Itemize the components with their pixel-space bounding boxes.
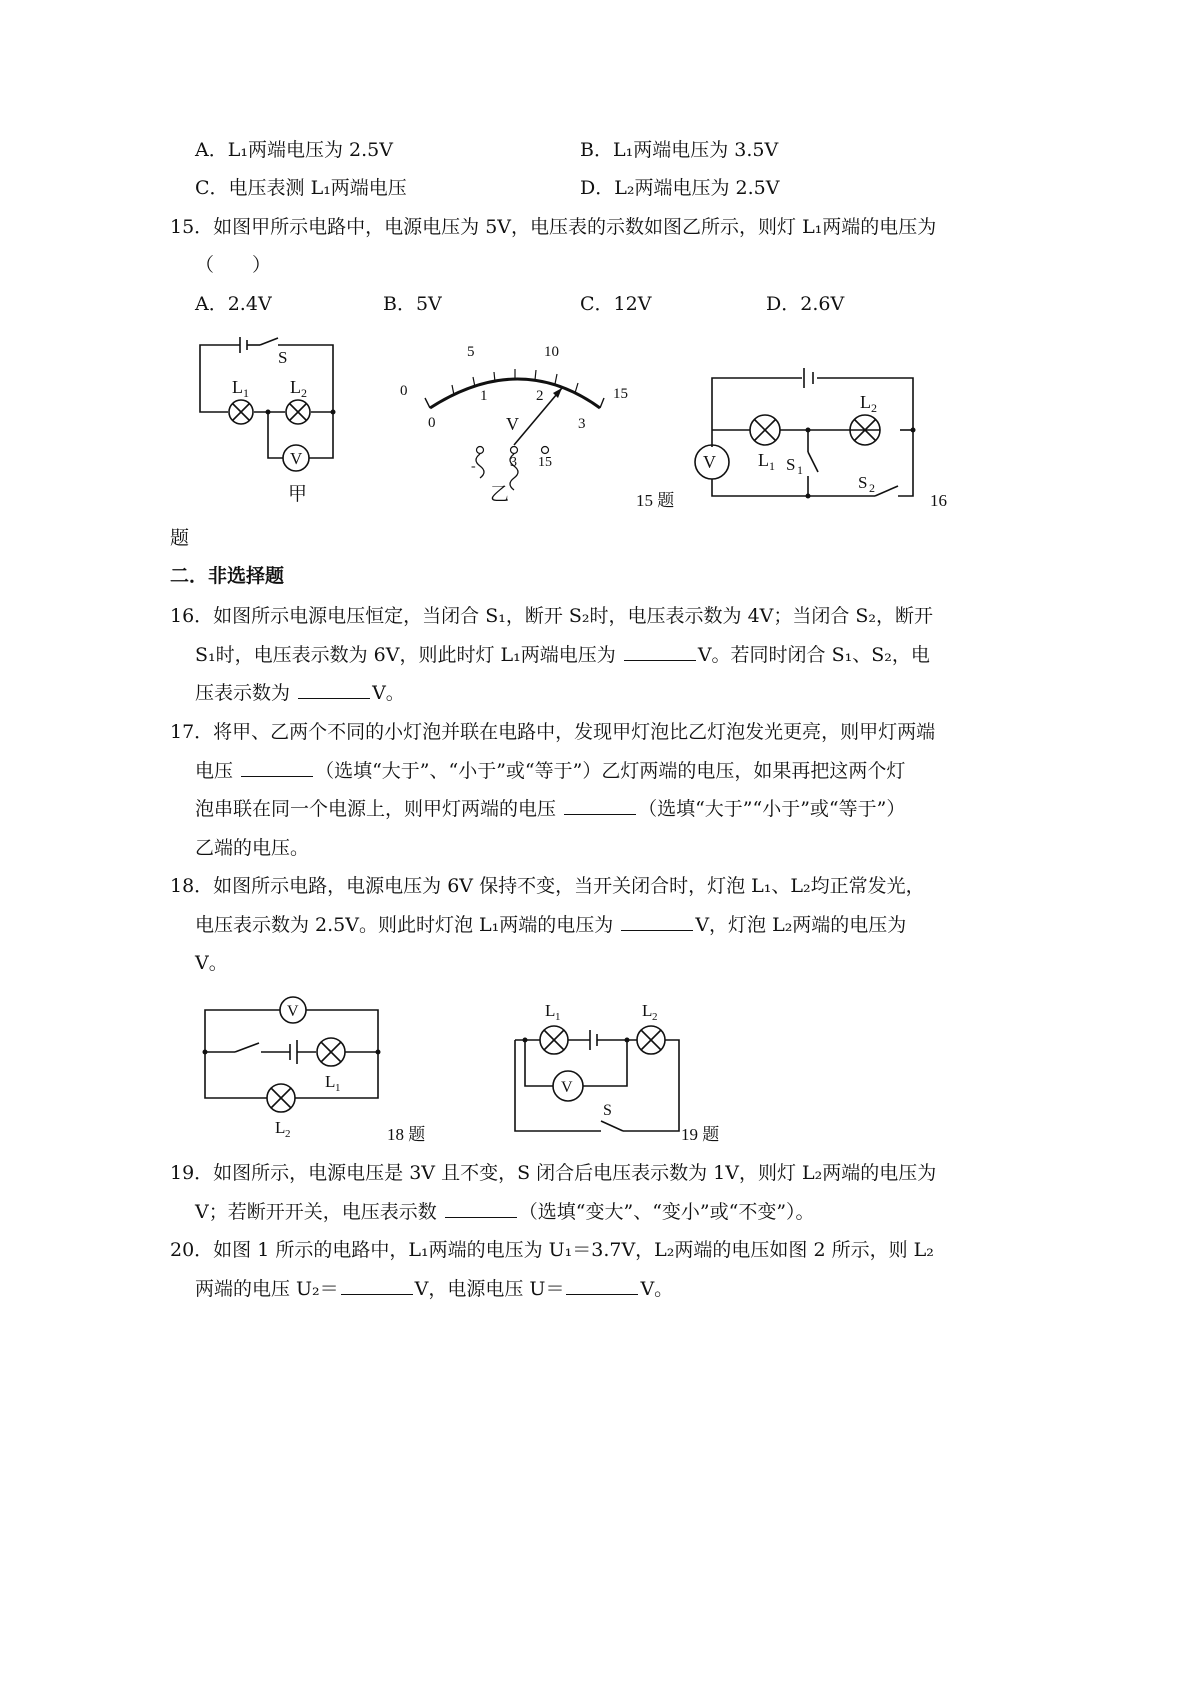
switch-s-label: S xyxy=(278,348,288,367)
q15-option-a: A．2.4V xyxy=(195,293,272,315)
circuit18-voltmeter-label: V xyxy=(287,1003,299,1020)
q16-line3-b: V。 xyxy=(372,682,405,704)
dial-top-tick-5: 5 xyxy=(467,344,475,360)
circuit19-l1-label: L xyxy=(545,1001,556,1020)
q16-blank-2[interactable] xyxy=(298,680,370,699)
q17-blank-2[interactable] xyxy=(564,796,636,815)
circuit16-l2-sub: 2 xyxy=(871,401,877,415)
circuit18-l2-label: L xyxy=(275,1118,286,1137)
figures-15-16 xyxy=(190,330,960,520)
caption-18: 18 题 xyxy=(387,1125,426,1144)
dial-bottom-tick-0: 0 xyxy=(428,415,436,431)
q15-option-b: B．5V xyxy=(383,293,442,315)
dial-bottom-tick-2: 2 xyxy=(536,388,544,404)
q17-line3-b: （选填“大于”“小于”或“等于”） xyxy=(638,798,906,820)
circuit16-s1-sub: 1 xyxy=(797,463,803,477)
lamp-l2-label: L xyxy=(290,377,301,397)
circuit19-l2-label: L xyxy=(642,1001,653,1020)
dial-v-label: V xyxy=(506,414,519,434)
circuit19-voltmeter-label: V xyxy=(561,1079,573,1096)
dial-top-tick-10: 10 xyxy=(544,344,559,360)
q15-option-d: D．2.6V xyxy=(766,293,845,315)
circuit19-l2-sub: 2 xyxy=(652,1011,658,1023)
dial-top-tick-15: 15 xyxy=(613,386,628,402)
terminal-15: 15 xyxy=(538,455,552,470)
dial-bottom-tick-1: 1 xyxy=(480,388,488,404)
q16-line3 xyxy=(195,680,405,706)
q18-blank-1[interactable] xyxy=(621,912,693,931)
q19-line1: 19．如图所示，电源电压是 3V 且不变，S 闭合后电压表示数为 1V，则灯 L₂两端的电压为 xyxy=(170,1162,937,1184)
q16-line2 xyxy=(195,642,930,668)
q14-option-a: A．L₁两端电压为 2.5V xyxy=(195,139,393,161)
lamp-l1-label: L xyxy=(232,377,243,397)
q20-line2-a: 两端的电压 U₂＝ xyxy=(195,1278,339,1300)
circuit18-l1-sub: 1 xyxy=(335,1082,341,1094)
q19-line2-a: V；若断开开关，电压表示数 xyxy=(195,1201,437,1223)
dial-top-tick-0: 0 xyxy=(400,383,408,399)
circuit16-s2-label: S xyxy=(858,473,868,492)
q18-line3: V。 xyxy=(195,952,228,974)
circuit-16 xyxy=(695,368,913,496)
q16-line2-b: V。若同时闭合 S₁、S₂，电 xyxy=(697,644,930,666)
q19-line2 xyxy=(195,1199,815,1225)
dial-bottom-tick-3: 3 xyxy=(578,416,586,432)
circuit16-l1-label: L xyxy=(758,450,769,470)
q14-option-b: B．L₁两端电压为 3.5V xyxy=(580,139,779,161)
figure-yi-label: 乙 xyxy=(490,484,510,505)
q17-line2 xyxy=(195,758,905,784)
lamp-l1-sub: 1 xyxy=(243,386,249,400)
circuit19-s-label: S xyxy=(603,1102,612,1119)
q15-stem: 15．如图甲所示电路中，电源电压为 5V，电压表的示数如图乙所示，则灯 L₁两端的电压为 xyxy=(170,216,937,238)
q17-blank-1[interactable] xyxy=(241,758,313,777)
q20-blank-2[interactable] xyxy=(566,1276,638,1295)
q16-blank-1[interactable] xyxy=(624,642,696,661)
q14-option-d: D．L₂两端电压为 2.5V xyxy=(580,177,780,199)
q20-line2-c: V。 xyxy=(640,1278,674,1300)
q17-line2-b: （选填“大于”、“小于”或“等于”）乙灯两端的电压，如果再把这两个灯 xyxy=(315,760,906,782)
figures-18-19 xyxy=(195,988,755,1150)
q17-line1: 17．将甲、乙两个不同的小灯泡并联在电路中，发现甲灯泡比乙灯泡发光更亮，则甲灯两端 xyxy=(170,721,936,743)
circuit16-s2-sub: 2 xyxy=(869,481,875,495)
q18-line2 xyxy=(195,912,906,938)
q17-line3-a: 泡串联在同一个电源上，则甲灯两端的电压 xyxy=(195,798,557,820)
q19-blank-1[interactable] xyxy=(445,1199,517,1218)
q15-bracket: （ ） xyxy=(195,254,272,276)
circuit-jia xyxy=(200,337,333,471)
caption-19: 19 题 xyxy=(681,1125,720,1144)
q17-line2-a: 电压 xyxy=(195,760,234,782)
q19-line2-b: （选填“变大”、“变小”或“不变”）。 xyxy=(518,1201,815,1223)
caption-16-wrap: 题 xyxy=(170,527,190,549)
terminal-minus: - xyxy=(471,459,476,474)
circuit16-l1-sub: 1 xyxy=(769,459,775,473)
caption-15: 15 题 xyxy=(636,491,675,510)
q14-option-c: C．电压表测 L₁两端电压 xyxy=(195,177,407,199)
circuit16-voltmeter-label: V xyxy=(703,452,716,472)
q17-line3 xyxy=(195,796,905,822)
q16-line2-a: S₁时，电压表示数为 6V，则此时灯 L₁两端电压为 xyxy=(195,644,616,666)
q18-line1: 18．如图所示电路，电源电压为 6V 保持不变，当开关闭合时，灯泡 L₁、L₂均正常发光， xyxy=(170,875,925,897)
figure-jia-label: 甲 xyxy=(288,484,308,505)
q20-blank-1[interactable] xyxy=(341,1276,413,1295)
q17-line4: 乙端的电压。 xyxy=(195,837,310,859)
caption-16: 16 xyxy=(930,491,947,510)
q18-line2-b: V，灯泡 L₂两端的电压为 xyxy=(695,914,907,936)
q16-line3-a: 压表示数为 xyxy=(195,682,291,704)
circuit18-l1-label: L xyxy=(325,1072,336,1091)
circuit18-l2-sub: 2 xyxy=(285,1128,291,1140)
circuit19-l1-sub: 1 xyxy=(555,1011,561,1023)
q20-line2 xyxy=(195,1276,673,1302)
circuit16-s1-label: S xyxy=(786,455,796,474)
section-title: 二．非选择题 xyxy=(170,565,285,587)
circuit16-l2-label: L xyxy=(860,392,871,412)
voltmeter-v-label: V xyxy=(290,449,303,468)
circuit-19 xyxy=(515,1026,679,1131)
q16-line1: 16．如图所示电源电压恒定，当闭合 S₁，断开 S₂时，电压表示数为 4V；当闭合 S₂，断开 xyxy=(170,605,934,627)
terminal-3: 3 xyxy=(510,455,517,470)
q20-line1: 20．如图 1 所示的电路中，L₁两端的电压为 U₁＝3.7V，L₂两端的电压如图 2 所示，则 L₂ xyxy=(170,1239,934,1261)
q18-line2-a: 电压表示数为 2.5V。则此时灯泡 L₁两端的电压为 xyxy=(195,914,614,936)
lamp-l2-sub: 2 xyxy=(301,386,307,400)
q20-line2-b: V，电源电压 U＝ xyxy=(414,1278,565,1300)
q15-option-c: C．12V xyxy=(580,293,652,315)
